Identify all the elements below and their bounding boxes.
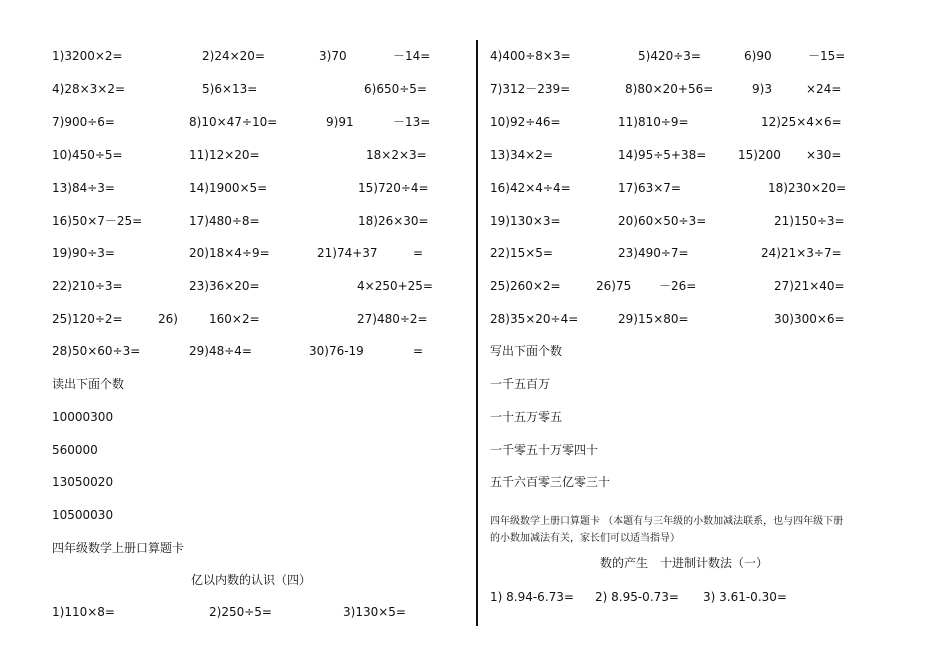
problem: = xyxy=(413,344,424,358)
problem: 14)95÷5+38= xyxy=(618,148,707,162)
problem: 1) 8.94-6.73= xyxy=(490,590,574,604)
problem: 29)48÷4= xyxy=(189,344,252,358)
card-note: 的小数加减法有关，家长们可以适当指导） xyxy=(490,533,680,544)
problem: 12)25×4×6= xyxy=(761,115,842,129)
problem: 2)24×20= xyxy=(202,49,265,63)
problem: 28)50×60÷3= xyxy=(52,344,141,358)
problem: ×24= xyxy=(806,82,842,96)
read-number: 10500030 xyxy=(52,508,114,522)
problem: 14)1900×5= xyxy=(189,181,268,195)
problem: 10)92÷46= xyxy=(490,115,561,129)
problem: 160×2= xyxy=(209,312,260,326)
problem: 11)12×20= xyxy=(189,148,260,162)
problem: 22)15×5= xyxy=(490,246,553,260)
problem: 20)18×4÷9= xyxy=(189,246,270,260)
problem: 21)74+37 xyxy=(317,246,378,260)
problem: 5)420÷3= xyxy=(638,49,701,63)
problem: 8)10×47÷10= xyxy=(189,115,278,129)
problem: 22)210÷3= xyxy=(52,279,123,293)
problem: 23)36×20= xyxy=(189,279,260,293)
card-title: 四年级数学上册口算题卡 xyxy=(52,541,185,555)
problem: 4)28×3×2= xyxy=(52,82,126,96)
problem: 3)130×5= xyxy=(343,605,406,619)
section-title: 亿以内数的认识（四） xyxy=(191,573,312,587)
problem: 4)400÷8×3= xyxy=(490,49,571,63)
problem: 25)260×2= xyxy=(490,279,561,293)
problem: 20)60×50÷3= xyxy=(618,214,707,228)
problem: 7)312－239= xyxy=(490,82,571,96)
problem: 17)63×7= xyxy=(618,181,681,195)
read-number: 560000 xyxy=(52,443,98,457)
column-divider xyxy=(476,40,478,626)
problem: = xyxy=(413,246,424,260)
problem: －26= xyxy=(659,279,697,293)
problem: 9)91 xyxy=(326,115,354,129)
write-item: 一十五万零五 xyxy=(490,410,563,424)
problem: 19)90÷3= xyxy=(52,246,115,260)
read-number: 10000300 xyxy=(52,410,114,424)
problem: 30)300×6= xyxy=(774,312,845,326)
problem: 2)250÷5= xyxy=(209,605,272,619)
problem: 1)110×8= xyxy=(52,605,115,619)
write-item: 一千五百万 xyxy=(490,377,551,391)
problem: 1)3200×2= xyxy=(52,49,123,63)
problem: 11)810÷9= xyxy=(618,115,689,129)
problem: －15= xyxy=(808,49,846,63)
problem: 3) 3.61-0.30= xyxy=(703,590,787,604)
problem: 30)76-19 xyxy=(309,344,364,358)
problem: 24)21×3÷7= xyxy=(761,246,842,260)
problem: 6)650÷5= xyxy=(364,82,427,96)
problem: 28)35×20÷4= xyxy=(490,312,579,326)
problem: 4×250+25= xyxy=(357,279,433,293)
problem: 10)450÷5= xyxy=(52,148,123,162)
problem: 25)120÷2= xyxy=(52,312,123,326)
write-heading: 写出下面个数 xyxy=(490,344,563,358)
card-note: 四年级数学上册口算题卡 （本题有与三年级的小数加减法联系，也与四年级下册 xyxy=(490,516,844,527)
problem: 15)720÷4= xyxy=(358,181,429,195)
problem: 13)84÷3= xyxy=(52,181,115,195)
problem: 19)130×3= xyxy=(490,214,561,228)
problem: ×30= xyxy=(806,148,842,162)
section-title: 数的产生 十进制计数法（一） xyxy=(600,556,769,570)
problem: 26)75 xyxy=(596,279,632,293)
problem: 21)150÷3= xyxy=(774,214,845,228)
problem: 29)15×80= xyxy=(618,312,689,326)
problem: 26) xyxy=(158,312,178,326)
problem: 2) 8.95-0.73= xyxy=(595,590,679,604)
problem: 18×2×3= xyxy=(366,148,427,162)
write-item: 五千六百零三亿零三十 xyxy=(490,475,611,489)
problem: 15)200 xyxy=(738,148,781,162)
problem: －13= xyxy=(393,115,431,129)
problem: 23)490÷7= xyxy=(618,246,689,260)
problem: 5)6×13= xyxy=(202,82,258,96)
problem: 16)50×7－25= xyxy=(52,214,143,228)
problem: 6)90 xyxy=(744,49,772,63)
problem: 18)26×30= xyxy=(358,214,429,228)
read-number: 13050020 xyxy=(52,475,114,489)
problem: 13)34×2= xyxy=(490,148,553,162)
read-heading: 读出下面个数 xyxy=(52,377,125,391)
problem: 27)480÷2= xyxy=(357,312,428,326)
problem: 27)21×40= xyxy=(774,279,845,293)
problem: 7)900÷6= xyxy=(52,115,115,129)
problem: 3)70 xyxy=(319,49,347,63)
problem: 8)80×20+56= xyxy=(625,82,714,96)
problem: 17)480÷8= xyxy=(189,214,260,228)
write-item: 一千零五十万零四十 xyxy=(490,443,599,457)
problem: 16)42×4÷4= xyxy=(490,181,571,195)
problem: －14= xyxy=(393,49,431,63)
problem: 18)230×20= xyxy=(768,181,847,195)
problem: 9)3 xyxy=(752,82,772,96)
